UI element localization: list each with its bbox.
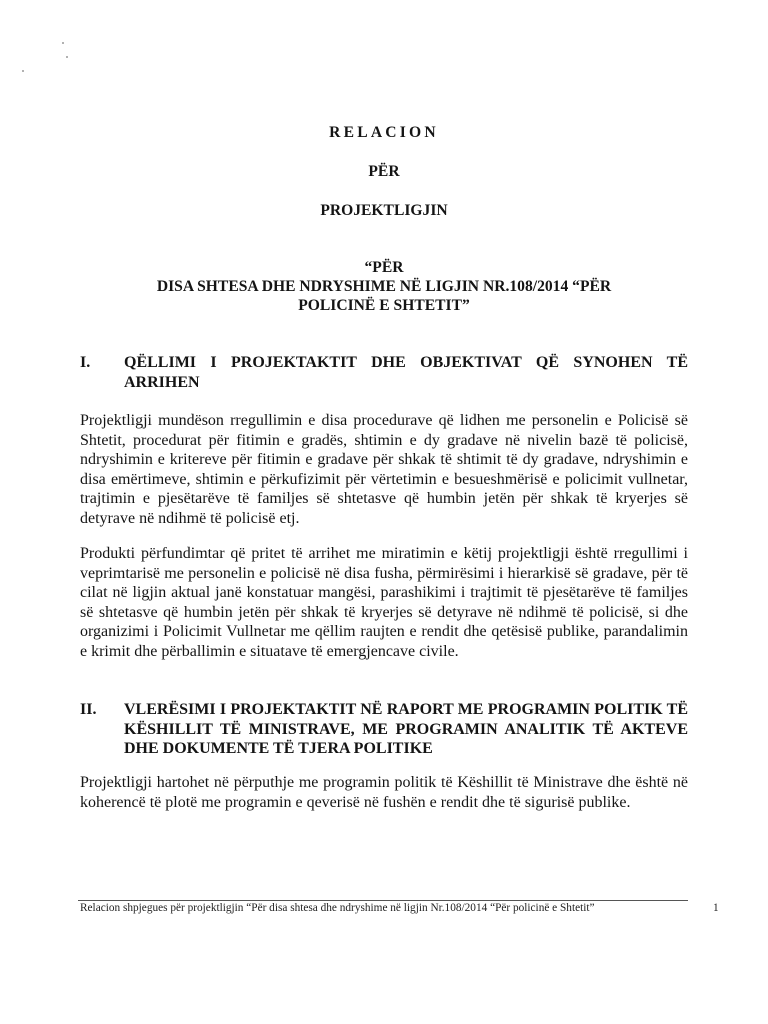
section-1-paragraph-1: Projektligji mundëson rregullimin e disa procedurave që lidhen me personelin e Policisë së Shtetit, procedurat për fitimin e gradës, shtimin e dy gradave në nivelin bazë të policisë, ndryshimin e kritereve për fitimin e gradave për shkak të shtimit të dy gradave, ndryshimin e disa emërtimeve, shtimin e përkufizimit për vërtetimin e besueshmërisë e policimit vullnetar, trajtimin e pjesëtarëve të familjes së shtetasve që humbin jetën për shkak të kryerjes së detyrave në ndihmë të policisë etj. <box>80 412 688 527</box>
footer-divider <box>78 900 688 901</box>
section-1-heading <box>80 353 688 392</box>
footer-text: Relacion shpjegues për projektligjin “Për disa shtesa dhe ndryshime në ligjin Nr.108/2014 “Për policinë e Shtetit” <box>80 902 595 914</box>
section-1-number: I. <box>80 354 91 371</box>
section-2-title: VLERËSIMI I PROJEKTAKTIT NË RAPORT ME PROGRAMIN POLITIK TË KËSHILLIT TË MINISTRAVE, ME PROGRAMIN ANALITIK TË AKTEVE DHE DOKUMENTE TË TJERA POLITIKE <box>124 701 688 757</box>
scan-speck <box>62 42 64 44</box>
title-line-police: POLICINË E SHTETIT” <box>298 297 470 314</box>
page-number: 1 <box>713 902 719 914</box>
section-1-paragraph-2: Produkti përfundimtar që pritet të arrihet me miratimin e këtij projektligji është rregullimi i veprimtarisë me personelin e policisë në disa fusha, përmirësimi i hierarkisë së gradave, për të cilat në ligjin aktual janë konstatuar mangësi, parashikimi i trajtimit të pjesëtarëve të familjes së shtetasve që humbin jetën për shkak të kryerjes së detyrave në ndihmë të policisë, si dhe organizimi i Policimit Vullnetar me qëllim raujten e rendit dhe qetësisë publike, parandalimin e krimit dhe përballimin e situatave të emergjencave civile. <box>80 545 688 660</box>
scan-speck <box>66 56 68 58</box>
title-line-per-quote: “PËR <box>364 259 404 276</box>
title-projektligjin: PROJEKTLIGJIN <box>320 202 448 219</box>
title-law-name <box>80 258 688 315</box>
section-2-paragraph-1: Projektligji hartohet në përputhje me programin politik të Këshillit të Ministrave dhe është në koherencë të plotë me programin e qeverisë në fushën e rendit dhe të sigurisë publike. <box>80 774 688 811</box>
section-2-number: II. <box>80 701 97 718</box>
section-2-heading <box>80 700 688 759</box>
title-relacion: RELACION <box>329 124 439 141</box>
title-per: PËR <box>368 163 400 180</box>
section-1-title: QËLLIMI I PROJEKTAKTIT DHE OBJEKTIVAT QË SYNOHEN TË ARRIHEN <box>124 354 688 391</box>
title-line-amendments: DISA SHTESA DHE NDRYSHIME NË LIGJIN NR.108/2014 “PËR <box>156 278 612 295</box>
scan-speck <box>22 70 24 72</box>
